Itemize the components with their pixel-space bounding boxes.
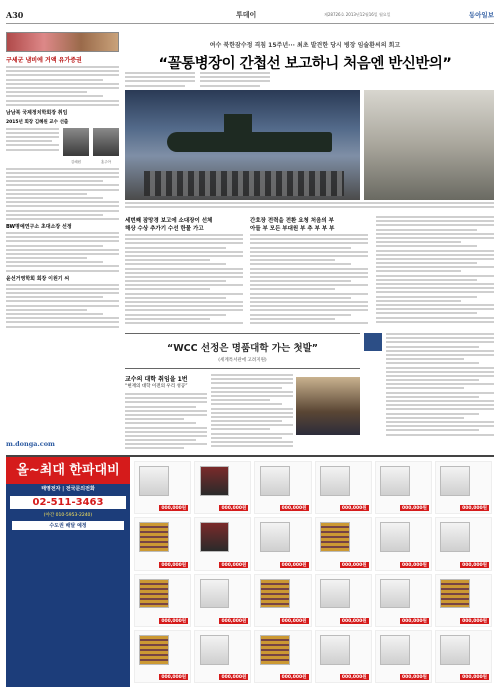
product-cell[interactable]: 000,000원 bbox=[375, 461, 432, 514]
left-column bbox=[6, 32, 119, 330]
portrait-1: 김혜원 bbox=[63, 128, 89, 165]
product-cell[interactable]: 000,000원 bbox=[315, 574, 372, 627]
brand-logo[interactable]: 동아일보 bbox=[468, 11, 494, 19]
product-cell[interactable]: 000,000원 bbox=[315, 461, 372, 514]
product-cell[interactable]: 000,000원 bbox=[194, 630, 251, 683]
left-headline-3: BW명예연구소 초대소장 선정 bbox=[6, 223, 72, 230]
left-headline-2: 남남북 국제정치학회장 취임 bbox=[6, 109, 68, 116]
ad-left-panel bbox=[6, 457, 130, 687]
ticket-image bbox=[6, 32, 119, 52]
ad-hero-text: 올~최대 한파대비 bbox=[6, 457, 130, 484]
product-cell[interactable]: 000,000원 bbox=[134, 461, 191, 514]
product-cell[interactable]: 000,000원 bbox=[134, 574, 191, 627]
product-cell[interactable]: 000,000원 bbox=[435, 630, 492, 683]
product-cell[interactable]: 000,000원 bbox=[375, 517, 432, 570]
product-cell[interactable]: 000,000원 bbox=[134, 517, 191, 570]
left-headline-1: 구세군 냄비에 거액 유가증권 bbox=[6, 57, 82, 64]
portrait-2: 홍주아 bbox=[93, 128, 119, 165]
site-logo[interactable]: m.donga.com bbox=[6, 440, 55, 448]
wcc-body-1 bbox=[125, 393, 207, 452]
product-cell[interactable]: 000,000원 bbox=[435, 574, 492, 627]
subhead-right: 간호장 전력을 전환 요청 처음의 부 bbox=[250, 218, 334, 224]
product-cell[interactable]: 000,000원 bbox=[254, 461, 311, 514]
product-grid bbox=[134, 461, 492, 683]
left-body-5 bbox=[6, 284, 119, 328]
product-cell[interactable]: 000,000원 bbox=[194, 574, 251, 627]
body-col-b bbox=[250, 234, 368, 326]
small-ad-icon bbox=[364, 333, 382, 351]
right-body-bottom bbox=[386, 333, 494, 438]
wcc-title-box bbox=[125, 333, 360, 369]
product-cell[interactable]: 000,000원 bbox=[435, 517, 492, 570]
left-body-1 bbox=[6, 66, 119, 106]
ad-phone[interactable]: 02-511-3463 bbox=[10, 496, 126, 509]
submarine-photo bbox=[125, 90, 360, 200]
page-number: A30 bbox=[6, 9, 24, 20]
product-cell[interactable]: 000,000원 bbox=[375, 630, 432, 683]
subhead-left-2: 해상 수상 추가기 수선 한물 가고 bbox=[125, 226, 204, 232]
left-body-2 bbox=[6, 128, 59, 165]
portrait-photo bbox=[364, 90, 494, 200]
section-title: 투데이 bbox=[236, 10, 257, 19]
product-cell[interactable]: 000,000원 bbox=[254, 517, 311, 570]
body-col-c bbox=[376, 216, 494, 325]
product-cell[interactable]: 000,000원 bbox=[375, 574, 432, 627]
product-cell[interactable]: 000,000원 bbox=[254, 630, 311, 683]
product-cell[interactable]: 000,000원 bbox=[194, 461, 251, 514]
subhead-left: 세번째 잠망경 보고에 소대장이 선체 bbox=[125, 218, 213, 224]
ad-strip: 수도권 배달 예정 bbox=[12, 521, 124, 530]
ad-brand-line: 태영전자 | 전국문의전화 bbox=[41, 486, 95, 492]
product-cell[interactable]: 000,000원 bbox=[315, 517, 372, 570]
lead-headline: “꼴통병장이 간첩선 보고하니 처음엔 반신반의” bbox=[158, 56, 452, 72]
wcc-headline: 교수의 대학 취임을 1번 bbox=[125, 376, 188, 383]
ad-phone-night: (야간 010-5953-2240) bbox=[43, 513, 93, 518]
subhead-right-2: 아들 부 모든 부대원 부 추 부 부 부 bbox=[250, 226, 335, 232]
portrait-row bbox=[6, 128, 119, 165]
product-cell[interactable]: 000,000원 bbox=[315, 630, 372, 683]
wcc-person-photo bbox=[296, 377, 360, 435]
advertisement[interactable] bbox=[6, 455, 494, 685]
left-body-3 bbox=[6, 168, 119, 220]
wcc-subline: “현재의 대학 이전의 우리 성공” bbox=[125, 384, 188, 389]
issue-line: 제28726호 2013년12월16일 월요일 bbox=[324, 12, 391, 17]
wcc-body-2 bbox=[211, 374, 293, 449]
lead-body-col1 bbox=[125, 72, 195, 89]
wcc-title: “WCC 선정은 명품대학 가는 첫발” bbox=[166, 343, 319, 354]
product-cell[interactable]: 000,000원 bbox=[134, 630, 191, 683]
product-cell[interactable]: 000,000원 bbox=[254, 574, 311, 627]
lead-body-col2 bbox=[200, 72, 270, 89]
product-cell[interactable]: 000,000원 bbox=[435, 461, 492, 514]
product-cell[interactable]: 000,000원 bbox=[194, 517, 251, 570]
body-col-a bbox=[125, 234, 243, 326]
wcc-subtitle: (세계특서관에 고려지원) bbox=[218, 358, 267, 363]
lead-kicker: 여수 북한잠수정 격침 15주년··· 최초 발견한 당시 병장 임술환씨의 회고 bbox=[209, 42, 401, 49]
left-body-4 bbox=[6, 232, 119, 272]
masthead bbox=[6, 6, 494, 24]
left-headline-4: 윤선거영학회 회장 이원기 씨 bbox=[6, 275, 70, 282]
left-subline-2: 2015년 회장 김혜원 교수 선출 bbox=[6, 119, 69, 125]
photo-caption bbox=[125, 202, 494, 214]
